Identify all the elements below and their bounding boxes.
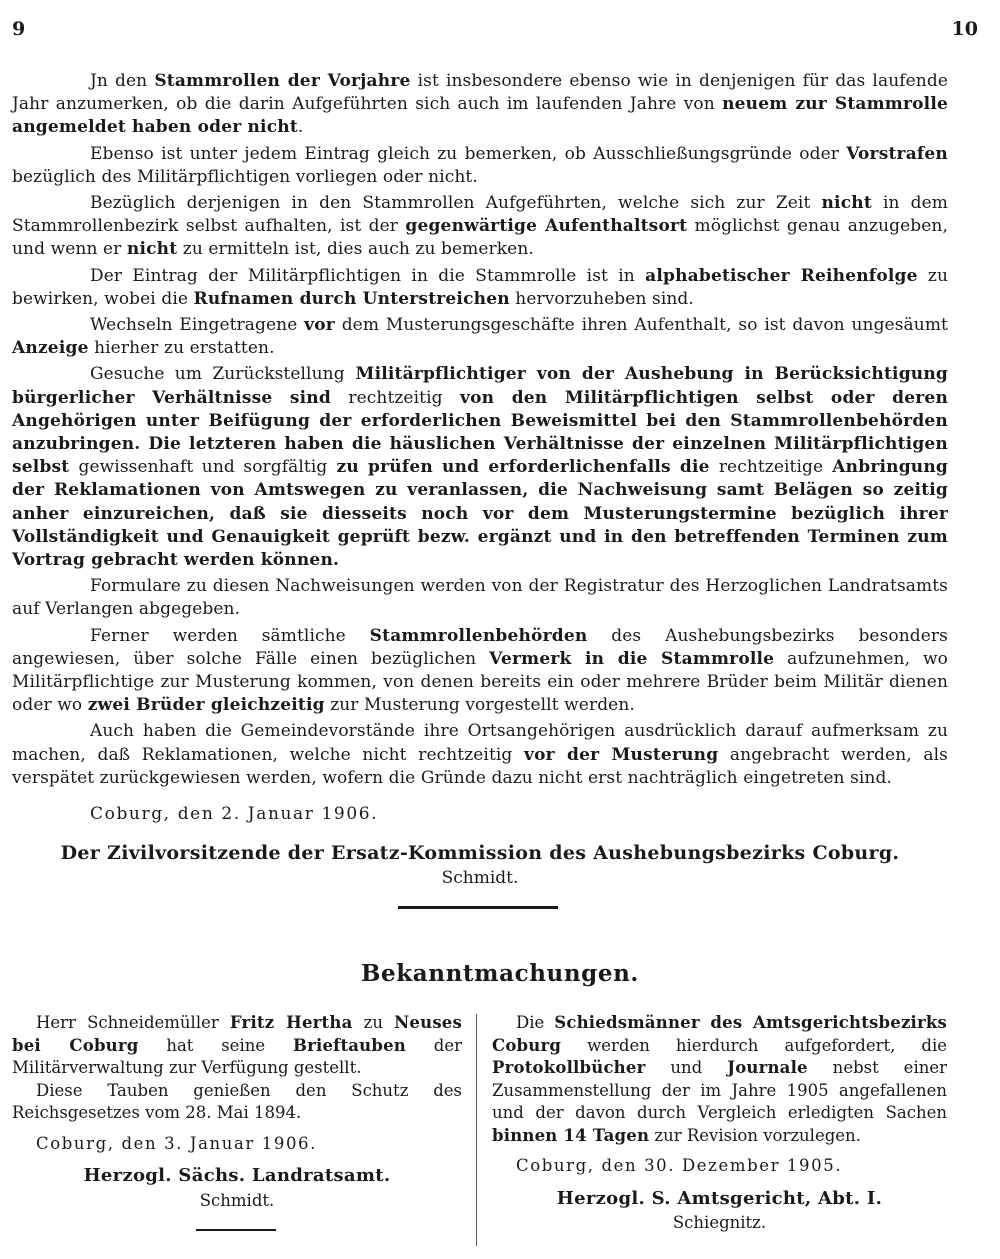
notice-schiedsmaenner: [492, 1012, 947, 1235]
column-divider: [476, 1014, 477, 1246]
paragraph-stammrollenbehoerden: [12, 625, 948, 718]
body-text: Bezüglich derjenigen in den Stammrollen Aufgeführten, welche sich zur Zeit: [90, 193, 822, 214]
paragraph-zurueckstellung: [12, 363, 948, 572]
emphasized-text: Vorstrafen: [846, 143, 948, 164]
notice-right-signer: Schiegnitz.: [672, 1213, 767, 1232]
body-text: werden hierdurch aufgefordert, die: [561, 1035, 947, 1055]
body-text: Die: [516, 1013, 555, 1032]
emphasized-text: vor der Musterung: [524, 744, 719, 765]
emphasized-text: Schiedsmänner des Amtsgerichtsbezirks Coburg: [492, 1013, 948, 1055]
notice-left-signer: Schmidt.: [199, 1190, 275, 1210]
notice-right-dateline: Coburg, den 30. Dezember 1905.: [516, 1156, 843, 1175]
emphasized-text: Protokollbücher: [492, 1058, 646, 1077]
emphasized-text: Journale: [727, 1058, 808, 1077]
paragraph-reihenfolge: [12, 265, 948, 311]
body-text: der Militärverwaltung zur Verfügung gestellt.: [12, 1035, 463, 1077]
emphasized-text: Fritz Hertha: [229, 1013, 353, 1032]
body-text: Herr Schneidemüller: [36, 1013, 230, 1032]
body-text: dem Musterungsgeschäfte ihren Aufenthalt, so ist davon ungesäumt: [334, 315, 948, 336]
notice-left-dateline: Coburg, den 3. Januar 1906.: [36, 1133, 317, 1153]
body-text: Jn den: [90, 71, 155, 91]
body-text: aufzunehmen, wo Militärpflichtige zur Musterung kommen, von denen bereits ein oder mehrere Brüder beim Militär dienen oder wo: [12, 648, 948, 716]
paragraph-reklamationen: [12, 720, 948, 790]
body-text: Wechseln Eingetragene: [90, 315, 305, 336]
body-text: gewissenhaft und sorgfältig: [78, 457, 328, 478]
emphasized-text: Stammrollenbehörden: [369, 625, 588, 646]
body-text: Ebenso ist unter jedem Eintrag gleich zu bemerken, ob Ausschließungsgründe oder: [90, 143, 847, 164]
body-text: .: [297, 117, 304, 138]
notice-left-authority: Herzogl. Sächs. Landratsamt.: [83, 1165, 391, 1186]
main-dateline: Coburg, den 2. Januar 1906.: [90, 804, 379, 825]
emphasized-text: neuem zur Stammrolle angemeldet haben oder nicht: [12, 94, 948, 138]
body-text: Auch haben die Gemeindevorstände ihre Ortsangehörigen ausdrücklich darauf aufmerksam zu machen, daß Reklamationen, welche nicht rechtzeitig: [12, 721, 948, 765]
body-text: in dem Stammrollenbezirk selbst aufhalten, ist der: [12, 193, 948, 237]
body-text: Gesuche um Zurückstellung: [90, 364, 345, 385]
page-number-right: 10: [951, 18, 978, 40]
page-number-left: 9: [12, 18, 26, 40]
body-text: hervorzuheben sind.: [509, 288, 694, 309]
paragraph-formulare: [12, 575, 948, 621]
emphasized-text: Neuses bei Coburg: [12, 1013, 462, 1055]
emphasized-text: Brieftauben: [292, 1035, 406, 1055]
emphasized-text: gegenwärtige Aufenthaltsort: [405, 216, 688, 237]
body-text: zur Revision vorzulegen.: [649, 1125, 861, 1145]
emphasized-text: alphabetischer Reihenfolge: [645, 265, 918, 286]
paragraph-anzeige: [12, 314, 948, 360]
paragraph-stammrollen-vorjahre: [12, 70, 948, 140]
emphasized-text: Stammrollen der Vorjahre: [154, 71, 411, 91]
body-text: Diese Tauben genießen den Schutz des Reichsgesetzes vom 28. Mai 1894.: [12, 1080, 462, 1122]
closing-rule: [196, 1229, 276, 1231]
body-text: rechtzeitig: [348, 387, 443, 408]
emphasized-text: binnen 14 Tagen: [492, 1125, 650, 1145]
paragraph-vorstrafen: [12, 143, 948, 189]
body-text: ist insbesondere ebenso wie in denjenigen für das laufende Jahr anzumerken, ob die darin Aufgeführten sich auch im laufenden Jahre von: [12, 71, 948, 115]
emphasized-text: Vermerk in die Stammrolle: [489, 648, 775, 669]
emphasized-text: Militärpflichtiger von der Aushebung in Berücksichtigung bürgerlicher Verhältnisse sind: [12, 364, 948, 408]
emphasized-text: vor: [304, 315, 335, 336]
emphasized-text: nicht: [126, 239, 178, 260]
body-text: Formulare zu diesen Nachweisungen werden von der Registratur des Herzoglichen Landratsamts auf Verlangen abgegeben.: [12, 576, 948, 620]
paragraph-aufenthaltsort: [12, 192, 948, 262]
main-signer: Schmidt.: [441, 868, 519, 889]
emphasized-text: zu prüfen und erforderlichenfalls die: [327, 457, 719, 478]
body-text: möglichst genau anzugeben, und wenn er: [12, 216, 948, 260]
notice-brieftauben: [12, 1012, 462, 1212]
emphasized-text: von den Militärpflichtigen selbst oder deren Angehörigen unter Beifügung der erforderlichen Beweismittel bei den Stammrollenbehörden anzubringen. Die letzteren haben die häuslichen Verhältnisse der einzelnen Militärpflichtigen selbst: [12, 387, 948, 478]
body-text: zu ermitteln ist, dies auch zu bemerken.: [177, 239, 534, 260]
body-text: zu bewirken, wobei die: [12, 265, 949, 309]
body-text: zu: [352, 1013, 395, 1032]
body-text: hat seine: [138, 1035, 293, 1055]
section-divider: [398, 906, 558, 909]
body-text: Der Eintrag der Militärpflichtigen in die Stammrolle ist in: [90, 265, 646, 286]
emphasized-text: Anzeige: [12, 338, 89, 359]
notice-left-paragraph-1: [12, 1012, 462, 1080]
section-title: Bekanntmachungen.: [360, 960, 640, 987]
emphasized-text: Anbringung der Reklamationen von Amtswegen zu veranlassen, die Nachweisung samt Belägen so zeitig anher einzureichen, daß sie diesseits noch vor dem Musterungstermine bezüglich ihrer Vollständigkeit und Genauigkeit geprüft bezw. ergänzt und in den betreffenden Terminen zum Vortrag gebracht werden können.: [12, 457, 948, 571]
body-text: rechtzeitige: [718, 457, 824, 478]
body-text: des Aushebungsbezirks besonders angewiesen, über solche Fälle einen bezüglichen: [12, 625, 948, 669]
body-text: hierher zu erstatten.: [88, 338, 275, 359]
body-text: Ferner werden sämtliche: [90, 625, 370, 646]
emphasized-text: zwei Brüder gleichzeitig: [87, 695, 325, 716]
emphasized-text: Rufnamen durch Unterstreichen: [193, 288, 510, 309]
body-text: und: [645, 1058, 728, 1077]
notice-right-authority: Herzogl. S. Amtsgericht, Abt. I.: [556, 1187, 883, 1209]
body-text: zur Musterung vorgestellt werden.: [324, 695, 635, 716]
notice-left-paragraph-2: [12, 1080, 462, 1125]
body-text: bezüglich des Militärpflichtigen vorliegen oder nicht.: [12, 166, 478, 187]
body-text: angebracht werden, als verspätet zurückgewiesen werden, wofern die Gründe dazu nicht erst nachträglich eingetreten sind.: [12, 744, 948, 788]
main-announcement: [12, 70, 948, 888]
main-authority: Der Zivilvorsitzende der Ersatz-Kommission des Aushebungsbezirks Coburg.: [60, 842, 900, 865]
body-text: nebst einer Zusammenstellung der im Jahre 1905 angefallenen und der davon durch Vergleich erledigten Sachen: [492, 1058, 947, 1122]
notice-right-paragraph-1: [492, 1012, 947, 1147]
emphasized-text: nicht: [821, 193, 872, 214]
